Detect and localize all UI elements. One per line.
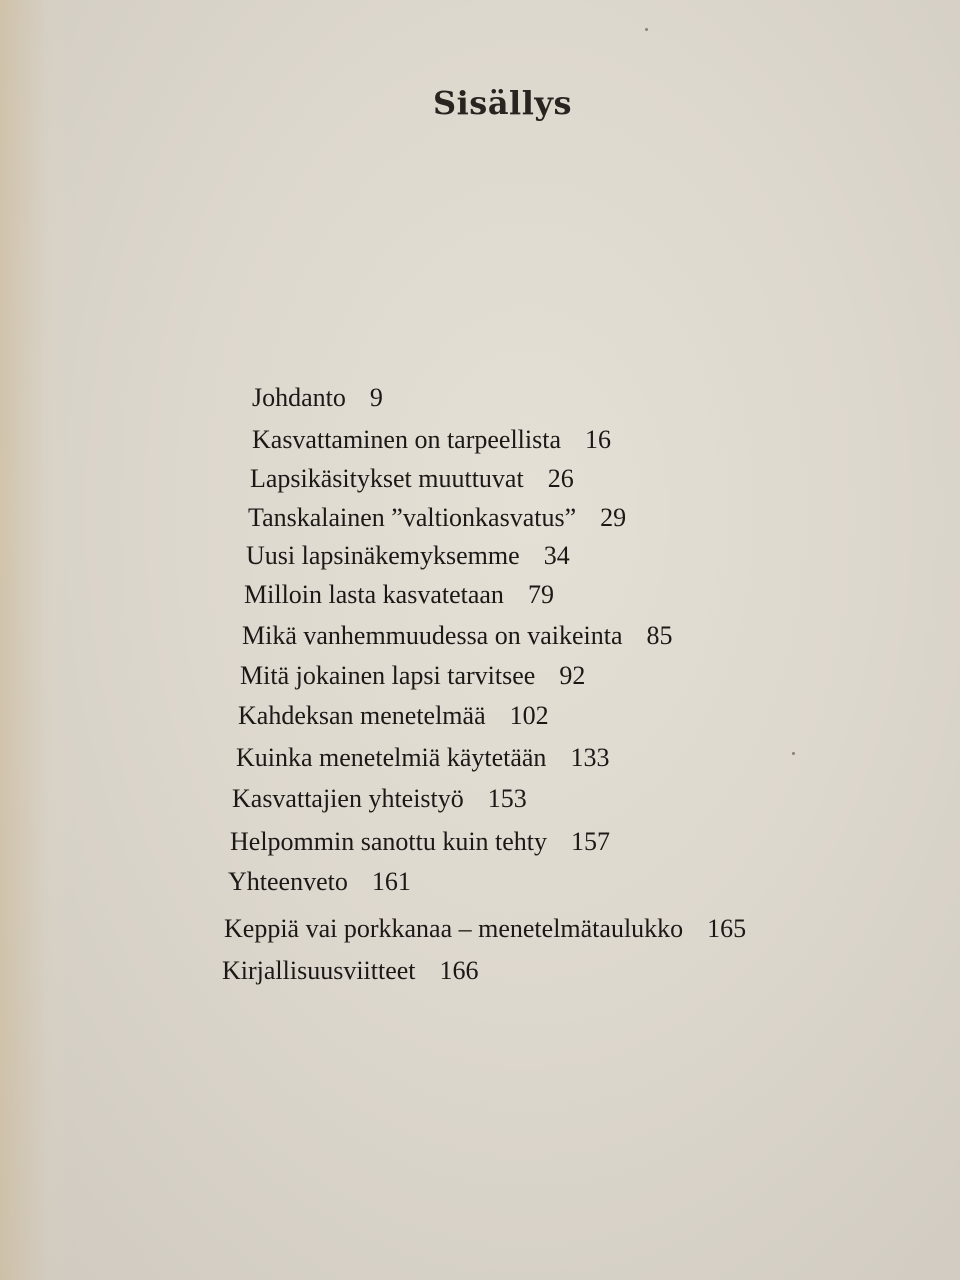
toc-entry-label: Milloin lasta kasvatetaan bbox=[244, 580, 504, 609]
toc-entry bbox=[252, 425, 611, 455]
toc-entry-page: 85 bbox=[646, 621, 673, 650]
page-title: Sisällys bbox=[433, 84, 572, 122]
toc-entry-page: 165 bbox=[707, 914, 747, 943]
toc-entry-page: 161 bbox=[371, 867, 411, 896]
toc-entry bbox=[248, 503, 626, 533]
toc-entry-label: Kasvattaminen on tarpeellista bbox=[252, 425, 562, 454]
toc-entry bbox=[230, 827, 610, 857]
toc-entry-label: Keppiä vai porkkanaa – menetelmätaulukko bbox=[224, 914, 684, 943]
toc-entry-label: Tanskalainen ”valtionkasvatus” bbox=[248, 503, 577, 532]
toc-entry-page: 16 bbox=[585, 425, 612, 454]
paper-speck bbox=[792, 752, 795, 755]
toc-entry-label: Mitä jokainen lapsi tarvitsee bbox=[240, 661, 536, 690]
toc-entry-label: Kirjallisuusviitteet bbox=[222, 956, 416, 985]
toc-entry-label: Uusi lapsinäkemyksemme bbox=[246, 541, 520, 570]
toc-entry-label: Mikä vanhemmuudessa on vaikeinta bbox=[242, 621, 623, 650]
toc-entry bbox=[238, 701, 549, 731]
toc-entry-page: 92 bbox=[559, 661, 586, 690]
toc-entry-page: 157 bbox=[571, 827, 611, 856]
toc-entry bbox=[236, 743, 609, 773]
toc-entry-label: Helpommin sanottu kuin tehty bbox=[230, 827, 548, 856]
toc-entry-page: 133 bbox=[570, 743, 610, 772]
toc-entry bbox=[240, 661, 585, 691]
toc-entry-page: 34 bbox=[543, 541, 570, 570]
toc-entry bbox=[244, 580, 554, 610]
toc-entry bbox=[224, 914, 746, 944]
toc-entry bbox=[246, 541, 570, 571]
toc-entry-page: 26 bbox=[547, 464, 574, 493]
toc-entry bbox=[252, 383, 383, 413]
toc-entry-page: 102 bbox=[509, 701, 549, 730]
toc-entry-label: Kasvattajien yhteistyö bbox=[232, 784, 464, 813]
toc-entry-page: 79 bbox=[527, 580, 554, 609]
toc-entry-page: 166 bbox=[439, 956, 479, 985]
toc-entry bbox=[222, 956, 479, 986]
paper-speck bbox=[645, 28, 648, 31]
toc-entry-label: Kuinka menetelmiä käytetään bbox=[236, 743, 547, 772]
toc-entry-label: Johdanto bbox=[252, 383, 346, 412]
toc-entry-page: 9 bbox=[369, 383, 383, 412]
toc-entry-label: Kahdeksan menetelmää bbox=[238, 701, 486, 730]
toc-entry bbox=[232, 784, 527, 814]
toc-entry-label: Yhteenveto bbox=[228, 867, 348, 896]
toc-entry-label: Lapsikäsitykset muuttuvat bbox=[250, 464, 524, 493]
toc-entry bbox=[250, 464, 574, 494]
toc-entry-page: 153 bbox=[487, 784, 527, 813]
toc-entry bbox=[242, 621, 673, 651]
toc-entry bbox=[228, 867, 411, 897]
toc-entry-page: 29 bbox=[600, 503, 627, 532]
